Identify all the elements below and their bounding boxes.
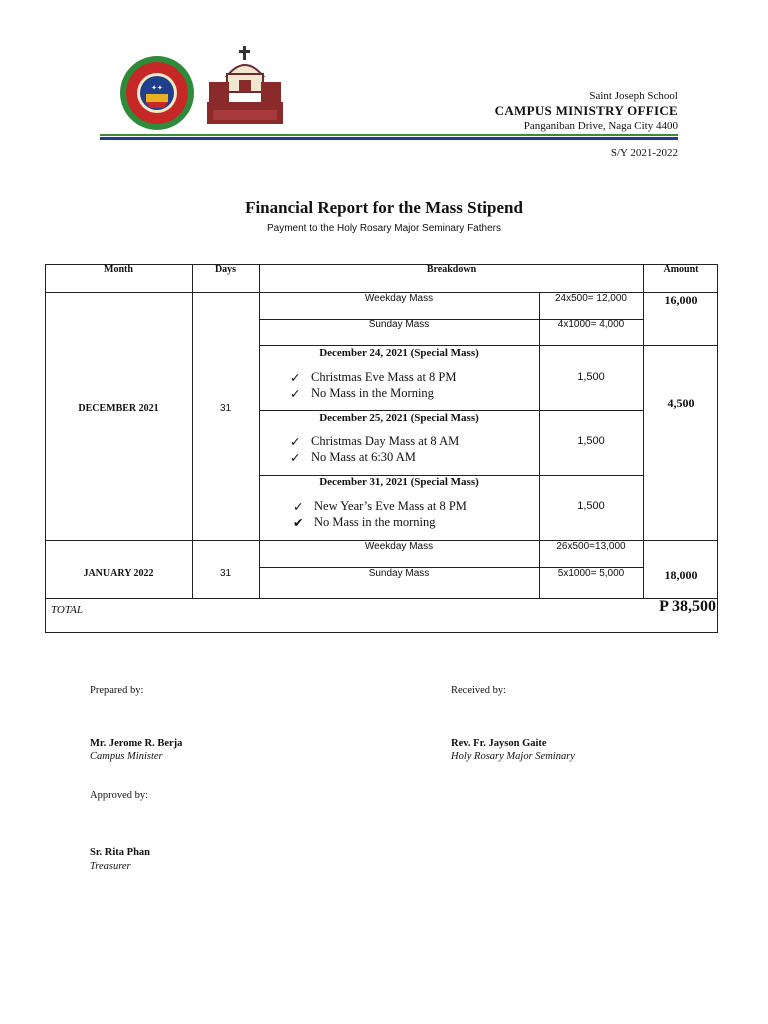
december-month: DECEMBER 2021 [78, 403, 159, 414]
check-icon: ✓ [290, 451, 301, 465]
table-border-bottom [45, 632, 718, 633]
special-item: New Year’s Eve Mass at 8 PM [314, 499, 467, 513]
header-days: Days [214, 264, 237, 275]
approved-by-name: Sr. Rita Phan [90, 847, 151, 858]
dec-regular-amount: 16,000 [664, 293, 698, 307]
check-icon: ✓ [290, 435, 301, 449]
special-item: No Mass in the morning [314, 515, 436, 529]
school-year: S/Y 2021-2022 [610, 147, 678, 159]
received-by-label: Received by: [451, 685, 507, 696]
header-month: Month [104, 264, 133, 275]
total-label: TOTAL [51, 604, 84, 616]
rule-special-1 [259, 410, 644, 411]
december-days: 31 [219, 403, 232, 414]
special-item: No Mass at 6:30 AM [311, 450, 416, 464]
prepared-by-title: Campus Minister [90, 751, 163, 762]
special-heading: December 31, 2021 (Special Mass) [319, 476, 479, 488]
jan-sunday-label: Sunday Mass [368, 568, 430, 579]
prepared-by-label: Prepared by: [90, 685, 144, 696]
approved-by-label: Approved by: [90, 790, 149, 801]
dec-weekday-calc: 24x500= 12,000 [554, 293, 627, 304]
office-name: CAMPUS MINISTRY OFFICE [494, 103, 678, 118]
special-item: Christmas Eve Mass at 8 PM [311, 370, 457, 384]
report-subtitle: Payment to the Holy Rosary Major Seminary Fathers [267, 223, 501, 234]
rule-dec-sunday [259, 345, 718, 346]
office-address: Panganiban Drive, Naga City 4400 [523, 120, 678, 132]
dec-sunday-calc: 4x1000= 4,000 [557, 319, 625, 330]
campus-ministry-logo [205, 46, 285, 128]
header-amount: Amount [663, 264, 699, 275]
jan-weekday-calc: 26x500=13,000 [556, 541, 626, 552]
header-divider-green [100, 134, 678, 136]
report-title: Financial Report for the Mass Stipend [245, 198, 523, 217]
jan-sunday-calc: 5x1000= 5,000 [557, 568, 625, 579]
special-amount: 1,500 [577, 371, 605, 383]
received-by-name: Rev. Fr. Jayson Gaite [451, 738, 547, 749]
prepared-by-name: Mr. Jerome R. Berja [90, 738, 183, 749]
svg-text:✦✦: ✦✦ [151, 84, 163, 92]
header-breakdown: Breakdown [426, 264, 477, 275]
dec-sunday-label: Sunday Mass [368, 319, 430, 330]
dec-special-amount: 4,500 [667, 396, 695, 410]
col-rule-amount [643, 264, 644, 599]
col-rule-days [192, 264, 193, 599]
received-by-title: Holy Rosary Major Seminary [451, 751, 575, 762]
jan-amount: 18,000 [664, 568, 698, 582]
jan-weekday-label: Weekday Mass [364, 541, 434, 552]
total-amount: P 38,500 [659, 598, 716, 615]
special-amount: 1,500 [577, 435, 605, 447]
dec-weekday-label: Weekday Mass [364, 293, 434, 304]
special-amount: 1,500 [577, 500, 605, 512]
january-month: JANUARY 2022 [83, 568, 154, 579]
check-icon: ✓ [293, 500, 304, 514]
rule-january-end [45, 598, 718, 599]
check-icon: ✓ [290, 371, 301, 385]
special-item: Christmas Day Mass at 8 AM [311, 434, 460, 448]
school-seal-logo [116, 54, 198, 132]
approved-by-title: Treasurer [90, 861, 131, 872]
check-icon: ✓ [290, 387, 301, 401]
school-name: Saint Joseph School [589, 90, 678, 102]
special-heading: December 24, 2021 (Special Mass) [319, 347, 479, 359]
header-divider-blue [100, 137, 678, 140]
january-days: 31 [219, 568, 232, 579]
check-icon: ✔ [293, 516, 304, 530]
special-item: No Mass in the Morning [311, 386, 434, 400]
special-heading: December 25, 2021 (Special Mass) [319, 412, 479, 424]
